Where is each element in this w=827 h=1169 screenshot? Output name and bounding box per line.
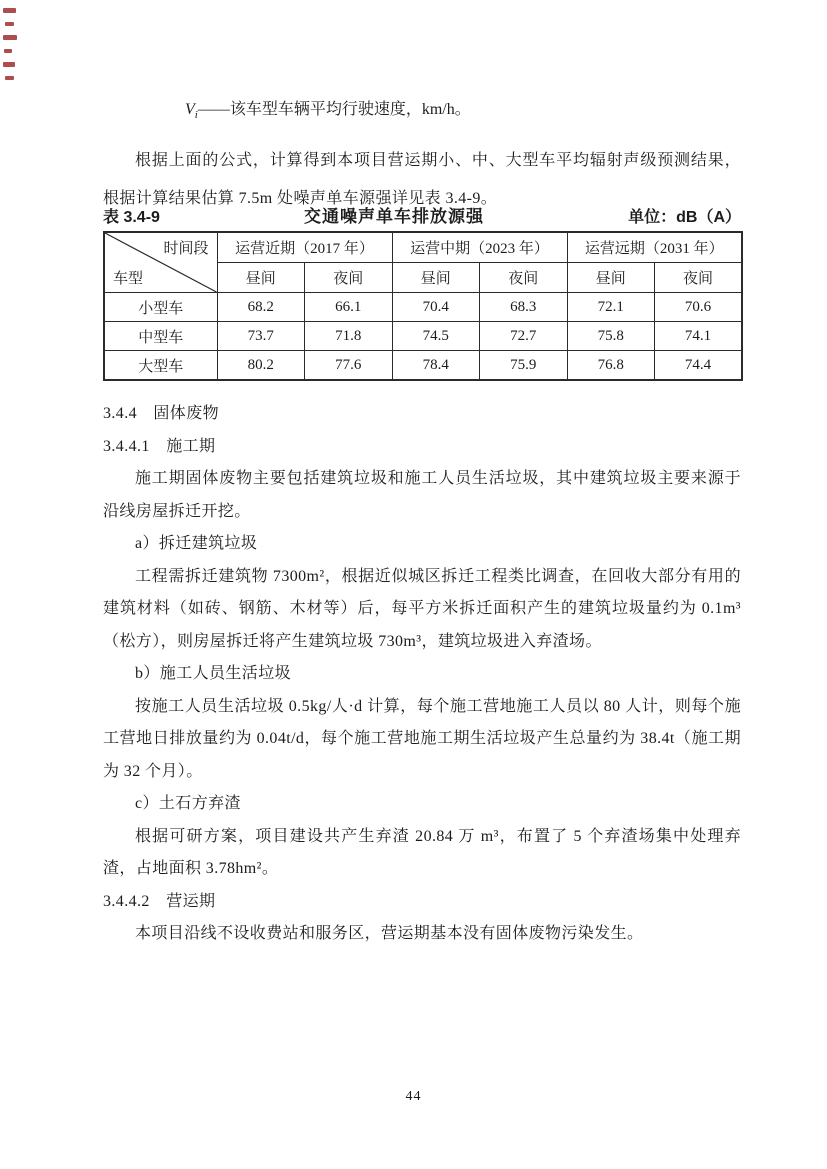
subheader-day: 昼间 (567, 263, 655, 293)
item-a-label: a）拆迁建筑垃圾 (135, 535, 258, 552)
solid-waste-sections (103, 398, 741, 951)
cell-value: 68.3 (480, 293, 568, 322)
table-title: 交通噪声单车排放源强 (304, 207, 485, 226)
subheader-night: 夜间 (480, 263, 568, 293)
variable-subscript: i (194, 109, 198, 122)
item-b-paragraph: 按施工人员生活垃圾 0.5kg/人·d 计算，每个施工营地施工人员以 80 人计，则每个施工营地日排放量约为 0.04t/d，每个施工营地施工期生活垃圾产生总量约为 38.4t（施工期为 32 个月）。 (103, 697, 741, 780)
table-label: 表 3.4-9 (103, 209, 160, 226)
cell-value: 75.8 (567, 322, 655, 351)
variable-definition: ——该车型车辆平均行驶速度，km/h。 (197, 101, 471, 118)
cell-value: 71.8 (305, 322, 393, 351)
heading-3-4-4: 3.4.4 固体废物 (103, 405, 220, 422)
heading-3-4-4-1: 3.4.4.1 施工期 (103, 437, 216, 455)
operation-period-paragraph: 本项目沿线不设收费站和服务区，营运期基本没有固体废物污染发生。 (135, 925, 644, 942)
cell-value: 74.1 (655, 322, 743, 351)
item-a-paragraph: 工程需拆迁建筑物 7300m²，根据近似城区拆迁工程类比调查，在回收大部分有用的建筑材料（如砖、钢筋、木材等）后，每平方米拆迁面积产生的建筑垃圾量约为 0.1m³（松方），则房屋拆迁将产生建筑垃圾 730m³，建筑垃圾进入弃渣场。 (103, 567, 741, 650)
period-group-far: 运营远期（2031 年） (567, 232, 742, 263)
table-row (104, 351, 742, 381)
cell-value: 66.1 (305, 293, 393, 322)
corner-header-cell (104, 232, 217, 293)
red-edge-artifact (3, 8, 21, 89)
construction-waste-intro: 施工期固体废物主要包括建筑垃圾和施工人员生活垃圾，其中建筑垃圾主要来源于沿线房屋拆迁开挖。 (103, 470, 741, 520)
cell-value: 76.8 (567, 351, 655, 381)
subheader-day: 昼间 (217, 263, 305, 293)
item-b-label: b）施工人员生活垃圾 (135, 665, 292, 682)
cell-value: 70.6 (655, 293, 743, 322)
table-row (104, 293, 742, 322)
row-label: 中型车 (104, 322, 217, 351)
variable-symbol: V (185, 101, 195, 118)
noise-source-table (103, 231, 743, 381)
formula-variable-note (185, 98, 471, 127)
cell-value: 77.6 (305, 351, 393, 381)
cell-value: 72.7 (480, 322, 568, 351)
cell-value: 73.7 (217, 322, 305, 351)
cell-value: 72.1 (567, 293, 655, 322)
cell-value: 74.4 (655, 351, 743, 381)
cell-value: 80.2 (217, 351, 305, 381)
page-number: 44 (405, 1089, 422, 1104)
intro-paragraph: 根据上面的公式，计算得到本项目营运期小、中、大型车平均辐射声级预测结果，根据计算结果估算 7.5m 处噪声单车源强详见表 3.4-9。 (103, 152, 741, 207)
subheader-night: 夜间 (305, 263, 393, 293)
cell-value: 70.4 (392, 293, 480, 322)
row-label: 大型车 (104, 351, 217, 381)
corner-label-period: 时间段 (163, 241, 209, 257)
item-c-paragraph: 根据可研方案，项目建设共产生弃渣 20.84 万 m³，布置了 5 个弃渣场集中处理弃渣，占地面积 3.78hm²。 (103, 827, 741, 877)
heading-3-4-4-2: 3.4.4.2 营运期 (103, 892, 216, 910)
cell-value: 68.2 (217, 293, 305, 322)
cell-value: 75.9 (480, 351, 568, 381)
period-group-mid: 运营中期（2023 年） (392, 232, 567, 263)
cell-value: 78.4 (392, 351, 480, 381)
cell-value: 74.5 (392, 322, 480, 351)
corner-label-vehicle: 车型 (113, 271, 144, 287)
table-row (104, 322, 742, 351)
table-unit: 单位：dB（A） (628, 209, 741, 226)
subheader-day: 昼间 (392, 263, 480, 293)
period-group-near: 运营近期（2017 年） (217, 232, 392, 263)
item-c-label: c）土石方弃渣 (135, 795, 241, 812)
subheader-night: 夜间 (655, 263, 743, 293)
row-label: 小型车 (104, 293, 217, 322)
table-caption (103, 202, 741, 227)
